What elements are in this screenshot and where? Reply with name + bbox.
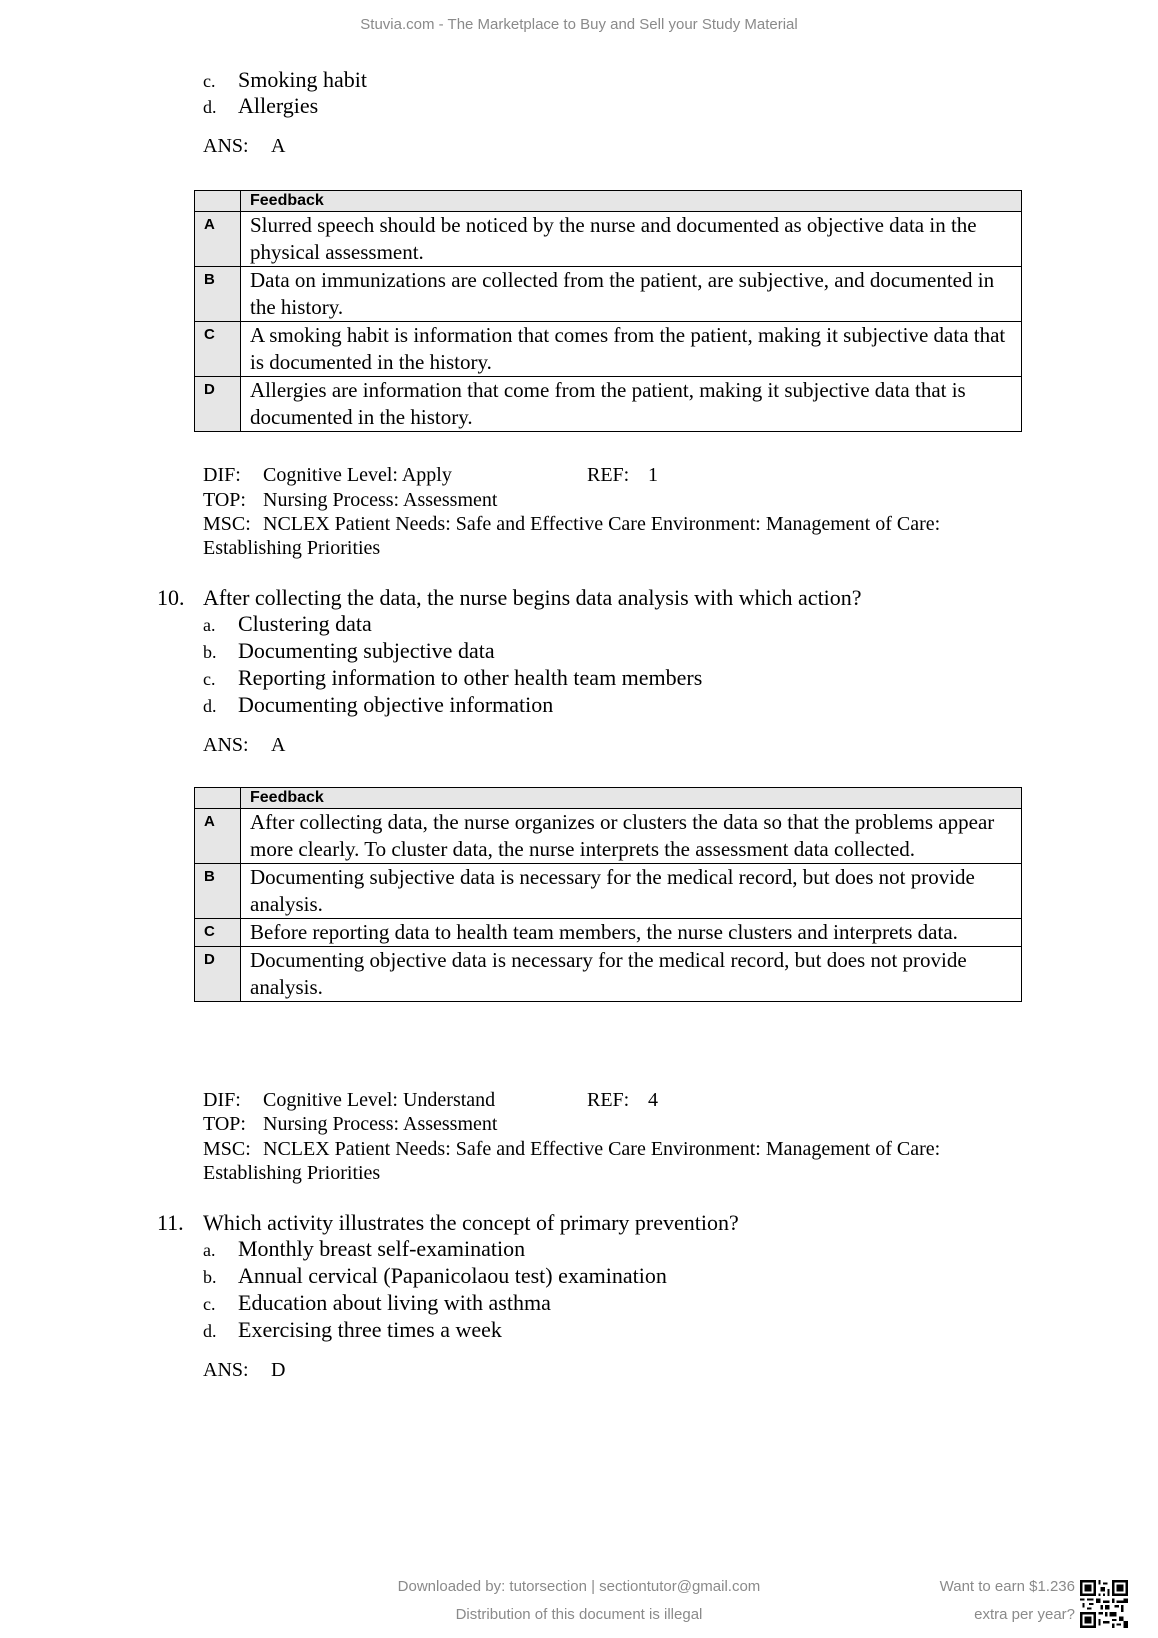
option-text: Clustering data	[238, 611, 372, 636]
question-number: 10.	[157, 585, 185, 610]
top-label: TOP:	[203, 489, 246, 511]
option-letter: c.	[203, 1294, 216, 1314]
option-text: Exercising three times a week	[238, 1317, 502, 1342]
top-line	[203, 488, 497, 513]
feedback-key: A	[195, 212, 241, 267]
feedback-table	[194, 787, 1022, 1002]
feedback-text: Before reporting data to health team members, the nurse clusters and interprets data.	[241, 919, 1022, 947]
ref	[587, 463, 658, 488]
answer-line	[203, 1359, 285, 1382]
feedback-text: After collecting data, the nurse organizes or clusters the data so that the problems appear more clearly. To cluster data, the nurse interprets the assessment data collected.	[241, 809, 1022, 864]
option-letter: a.	[203, 1240, 216, 1260]
top-value: Nursing Process: Assessment	[263, 1113, 498, 1135]
dif-line	[203, 463, 658, 488]
top-line	[203, 1112, 497, 1137]
option-b	[203, 1263, 667, 1290]
dif-value: Cognitive Level: Understand	[263, 1089, 496, 1111]
feedback-key: C	[195, 919, 241, 947]
feedback-key: C	[195, 322, 241, 377]
answer-line	[203, 734, 285, 757]
distribution-notice: Distribution of this document is illegal	[455, 1606, 703, 1623]
ref-label: REF:	[587, 1089, 630, 1111]
feedback-key: D	[195, 377, 241, 432]
feedback-row	[195, 947, 1022, 1002]
option-b	[203, 638, 495, 665]
feedback-text: A smoking habit is information that comes from the patient, making it subjective data that is documented in the history.	[241, 322, 1022, 377]
option-c	[203, 67, 367, 94]
site-header: Stuvia.com - The Marketplace to Buy and Sell your Study Material	[360, 16, 798, 33]
option-d	[203, 93, 318, 120]
msc-line-2: Establishing Priorities	[203, 1162, 381, 1184]
option-a	[203, 1236, 525, 1263]
option-text: Smoking habit	[238, 67, 367, 92]
option-letter: b.	[203, 642, 217, 662]
question-number: 11.	[157, 1210, 184, 1235]
question-text: Which activity illustrates the concept of primary prevention?	[203, 1210, 739, 1235]
question-text: After collecting the data, the nurse begins data analysis with which action?	[203, 585, 862, 610]
answer-value: A	[271, 734, 286, 756]
msc-value: NCLEX Patient Needs: Safe and Effective Care Environment: Management of Care:	[263, 1138, 941, 1160]
ref-value: 1	[648, 464, 658, 486]
dif-value: Cognitive Level: Apply	[263, 464, 452, 486]
answer-label: ANS:	[203, 1359, 249, 1381]
option-letter: d.	[203, 1321, 217, 1341]
option-text: Reporting information to other health team members	[238, 665, 703, 690]
answer-line	[203, 135, 285, 158]
msc-line	[203, 512, 940, 537]
feedback-key: B	[195, 267, 241, 322]
dif-line	[203, 1088, 658, 1113]
option-letter: d.	[203, 97, 217, 117]
feedback-row	[195, 377, 1022, 432]
download-info: Downloaded by: tutorsection | sectiontutor@gmail.com	[397, 1578, 761, 1595]
option-d	[203, 692, 553, 719]
feedback-corner	[195, 191, 241, 212]
option-text: Education about living with asthma	[238, 1290, 551, 1315]
feedback-table	[194, 190, 1022, 432]
option-text: Annual cervical (Papanicolaou test) examination	[238, 1263, 667, 1288]
msc-label: MSC:	[203, 513, 251, 535]
ref-label: REF:	[587, 464, 630, 486]
feedback-row	[195, 919, 1022, 947]
feedback-key: A	[195, 809, 241, 864]
option-d	[203, 1317, 502, 1344]
feedback-key: B	[195, 864, 241, 919]
top-value: Nursing Process: Assessment	[263, 489, 498, 511]
answer-label: ANS:	[203, 734, 249, 756]
feedback-row	[195, 864, 1022, 919]
option-letter: d.	[203, 696, 217, 716]
ref	[587, 1088, 658, 1113]
msc-label: MSC:	[203, 1138, 251, 1160]
option-letter: c.	[203, 669, 216, 689]
feedback-text: Documenting subjective data is necessary for the medical record, but does not provide analysis.	[241, 864, 1022, 919]
option-text: Allergies	[238, 93, 319, 118]
option-c	[203, 665, 702, 692]
feedback-header: Feedback	[241, 191, 1022, 212]
feedback-text: Slurred speech should be noticed by the nurse and documented as objective data in the physical assessment.	[241, 212, 1022, 267]
msc-value: NCLEX Patient Needs: Safe and Effective Care Environment: Management of Care:	[263, 513, 941, 535]
answer-label: ANS:	[203, 135, 249, 157]
promo-line-2: extra per year?	[974, 1606, 1075, 1623]
option-letter: c.	[203, 71, 216, 91]
feedback-row	[195, 212, 1022, 267]
option-a	[203, 611, 372, 638]
top-label: TOP:	[203, 1113, 246, 1135]
option-text: Monthly breast self-examination	[238, 1236, 526, 1261]
feedback-header: Feedback	[241, 788, 1022, 809]
feedback-corner	[195, 788, 241, 809]
option-letter: b.	[203, 1267, 217, 1287]
option-letter: a.	[203, 615, 216, 635]
feedback-row	[195, 322, 1022, 377]
dif-label: DIF:	[203, 1089, 241, 1111]
ref-value: 4	[648, 1089, 658, 1111]
feedback-text: Documenting objective data is necessary for the medical record, but does not provide analysis.	[241, 947, 1022, 1002]
dif-label: DIF:	[203, 464, 241, 486]
msc-line	[203, 1137, 940, 1162]
feedback-key: D	[195, 947, 241, 1002]
option-text: Documenting objective information	[238, 692, 554, 717]
feedback-row	[195, 809, 1022, 864]
feedback-text: Data on immunizations are collected from the patient, are subjective, and documented in the history.	[241, 267, 1022, 322]
answer-value: D	[271, 1359, 286, 1381]
feedback-text: Allergies are information that come from the patient, making it subjective data that is documented in the history.	[241, 377, 1022, 432]
promo-line-1: Want to earn $1.236	[939, 1578, 1075, 1595]
msc-line-2: Establishing Priorities	[203, 537, 381, 559]
option-c	[203, 1290, 551, 1317]
answer-value: A	[271, 135, 286, 157]
qr-code-icon[interactable]	[1080, 1580, 1128, 1628]
feedback-row	[195, 267, 1022, 322]
option-text: Documenting subjective data	[238, 638, 495, 663]
